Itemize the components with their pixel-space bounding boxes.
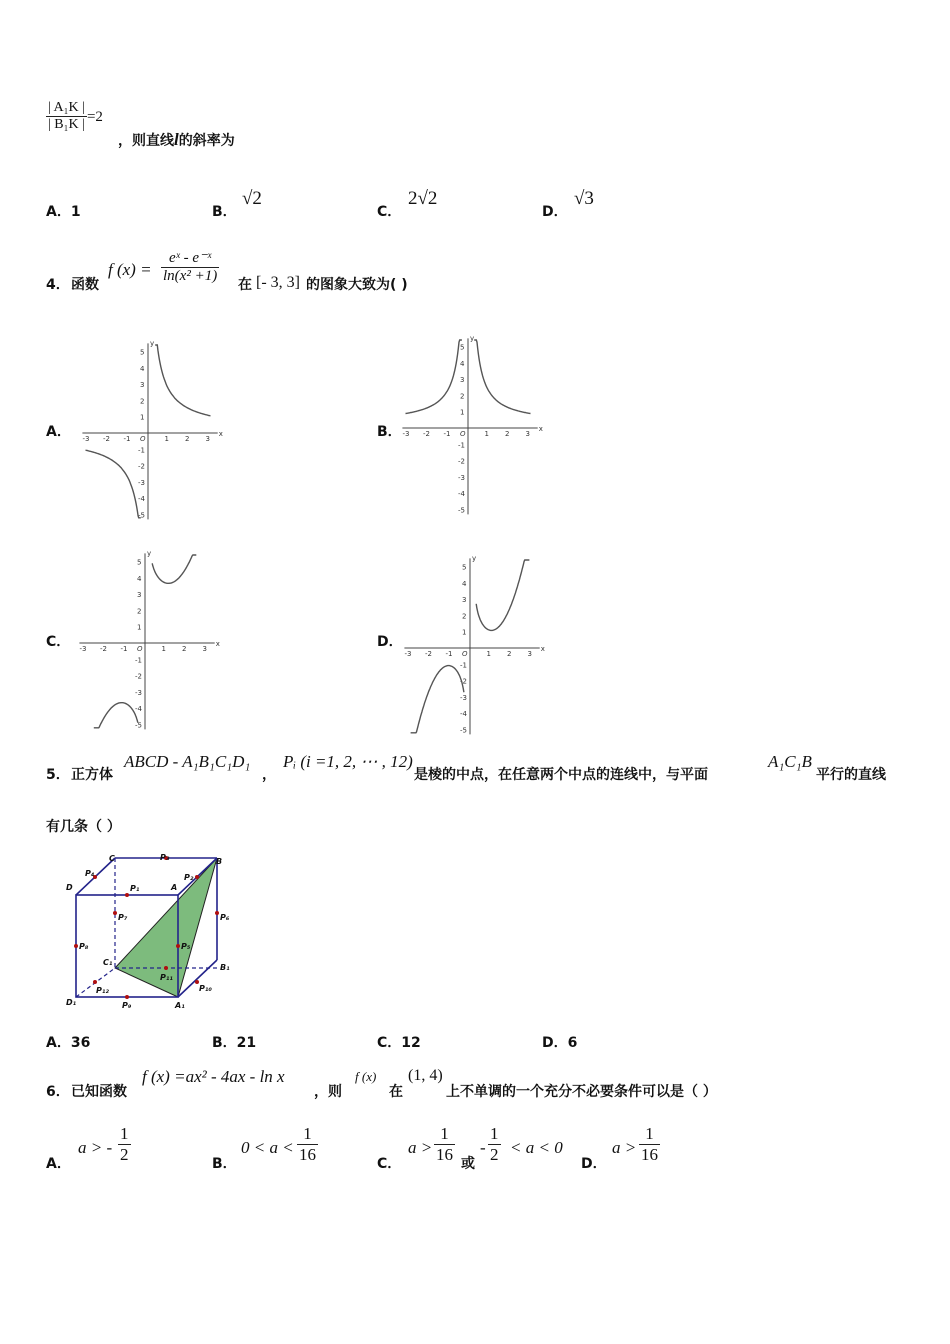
curve-left (86, 450, 141, 518)
q4-option-a-label[interactable]: A． (46, 424, 71, 440)
frac-den: 16 (299, 1145, 316, 1164)
q5-cube-figure (60, 850, 240, 1015)
q3-frac-den: | B₁K | (48, 117, 85, 132)
x-tick-label: -3 (82, 435, 90, 443)
q3-eq: =2 (86, 109, 103, 125)
x-axis-label: x (538, 425, 543, 433)
q6-text4: 上不单调的一个充分不必要条件可以是（ ） (446, 1084, 717, 1100)
x-axis-label: x (215, 640, 220, 648)
frac-num: 1 (120, 1124, 129, 1143)
q5-plane: A₁C₁B (768, 752, 812, 771)
y-tick-label: 1 (462, 628, 467, 637)
y-axis-label: y (150, 339, 155, 348)
y-tick-label: 4 (460, 359, 465, 368)
cube-label: P₄ (85, 869, 95, 878)
q5-option-a[interactable] (46, 1032, 90, 1052)
x-tick-label: -3 (402, 430, 410, 438)
q6-option-c-or: 或 (461, 1156, 475, 1172)
q4-option-d-label[interactable]: D． (377, 634, 403, 650)
q5-comma: ， (262, 767, 276, 783)
cube-label: D (66, 883, 73, 892)
x-axis-label: x (540, 645, 545, 653)
curve-left (94, 703, 138, 728)
y-tick-label: -2 (458, 457, 465, 466)
y-tick-label: 4 (140, 364, 145, 373)
q4-text3: 的图象大致为( ) (306, 277, 408, 293)
q3-ratio (46, 100, 103, 133)
cube-label: P₁₂ (96, 986, 109, 995)
q4-text1: 函数 (71, 277, 99, 293)
cube-label: B (216, 857, 223, 866)
cube-label: P₁ (130, 884, 140, 893)
y-axis-label: y (470, 334, 475, 343)
curve-right (152, 555, 196, 583)
q4-text2: 在 (238, 277, 252, 293)
frac-den: 16 (436, 1145, 453, 1164)
q5-points: Pᵢ (i =1, 2, ⋯ , 12) (283, 752, 413, 771)
x-axis-label: x (218, 430, 223, 438)
q6-option-d-label[interactable]: D． (581, 1156, 607, 1172)
y-tick-label: 5 (140, 348, 145, 357)
origin-label: O (460, 430, 466, 438)
q6-interval: (1, 4) (408, 1067, 443, 1084)
q3-option-d-label[interactable]: D． (542, 204, 568, 220)
q6-option-a-label[interactable]: A． (46, 1156, 71, 1172)
q6-number: 6． (46, 1084, 70, 1100)
y-tick-label: -3 (458, 473, 465, 482)
q6-text1: 已知函数 (71, 1084, 127, 1100)
y-tick-label: -2 (138, 462, 145, 471)
option-label: D． (542, 1035, 568, 1051)
q6-func: f (x) =ax² - 4ax - ln x (142, 1067, 285, 1086)
q6-option-c-lhs: a > (408, 1138, 433, 1157)
y-tick-label: -4 (135, 705, 142, 714)
q4-graph-a[interactable] (78, 335, 238, 520)
q3-text: ，则直线 (118, 133, 174, 149)
x-tick-label: -1 (123, 435, 131, 443)
y-tick-label: 3 (460, 376, 465, 385)
q3-option-c-value: 2√2 (408, 188, 438, 209)
x-tick-label: -2 (423, 430, 430, 438)
q5-text2: 是棱的中点，在任意两个中点的连线中，与平面 (414, 767, 708, 783)
y-tick-label: 2 (137, 607, 142, 616)
q4-graph-b[interactable] (398, 330, 558, 515)
option-label: A． (46, 1035, 71, 1051)
x-tick-label: 1 (161, 645, 166, 653)
cube-label: C₁ (103, 958, 113, 967)
q6-option-b-lhs: 0 < a < (241, 1138, 294, 1157)
curve-right (155, 345, 210, 416)
x-tick-label: -1 (443, 430, 451, 438)
graph-axes (402, 334, 542, 514)
option-value: 12 (401, 1035, 421, 1051)
y-tick-label: 3 (137, 591, 142, 600)
option-value: 21 (236, 1035, 257, 1051)
q5-option-b[interactable] (212, 1032, 256, 1052)
cube-label: P₁₁ (160, 973, 173, 982)
y-axis-label: y (147, 549, 152, 558)
q4-den: ln(x² +1) (163, 268, 218, 284)
q6-option-c-lhs2: - (480, 1138, 486, 1157)
q4-option-b-label[interactable]: B． (377, 424, 402, 440)
y-tick-label: -2 (135, 672, 142, 681)
y-tick-label: -3 (135, 688, 142, 697)
q5-cube: ABCD - A₁B₁C₁D₁ (124, 752, 251, 771)
q4-stem (46, 248, 926, 300)
y-tick-label: -1 (135, 656, 142, 665)
x-tick-label: -2 (425, 650, 432, 658)
x-tick-label: 2 (505, 430, 510, 438)
q3-question-text (118, 130, 235, 150)
q4-option-c-label[interactable]: C． (46, 634, 71, 650)
x-tick-label: 1 (164, 435, 169, 443)
y-tick-label: 3 (462, 596, 467, 605)
y-tick-label: 4 (462, 579, 467, 588)
q5-text1: 正方体 (71, 767, 113, 783)
y-tick-label: 1 (460, 408, 465, 417)
q3-option-c-label[interactable]: C． (377, 204, 402, 220)
cube-label: P₆ (220, 913, 230, 922)
y-tick-label: -4 (138, 495, 145, 504)
q4-fraction (161, 248, 219, 285)
frac-num: 1 (490, 1124, 499, 1143)
frac-den: 2 (490, 1145, 499, 1164)
y-tick-label: -5 (460, 726, 467, 735)
x-tick-label: -3 (404, 650, 412, 658)
curve-left (406, 340, 465, 414)
q5-option-d[interactable] (542, 1032, 577, 1052)
y-tick-label: 4 (137, 574, 142, 583)
q5-option-c[interactable] (377, 1032, 421, 1052)
cube-label: P₈ (79, 942, 89, 951)
y-tick-label: -4 (458, 490, 465, 499)
y-tick-label: -5 (135, 721, 142, 730)
q3-option-a[interactable] (46, 201, 81, 221)
q6-option-d-frac (639, 1124, 660, 1165)
origin-label: O (462, 650, 468, 658)
q6-stem (46, 1065, 926, 1101)
cube-label: P₅ (181, 942, 191, 951)
cube-label: C (109, 854, 115, 863)
cube-label: P₁₀ (199, 984, 212, 993)
option-value: 1 (70, 204, 81, 220)
option-value: 36 (70, 1035, 91, 1051)
x-tick-label: -2 (103, 435, 110, 443)
curve-right (476, 560, 529, 630)
graph-axes (404, 554, 544, 734)
q3-option-b-value: √2 (242, 188, 262, 209)
frac-num: 1 (297, 1124, 318, 1145)
q3-text2: 的斜率为 (178, 133, 235, 149)
x-tick-label: 2 (182, 645, 187, 653)
x-tick-label: 1 (486, 650, 491, 658)
y-tick-label: -3 (460, 693, 467, 702)
frac-den: 2 (120, 1145, 129, 1164)
y-tick-label: 5 (462, 563, 467, 572)
curve-left (411, 666, 464, 733)
y-tick-label: -5 (138, 511, 145, 520)
q6-options (46, 1124, 926, 1174)
y-tick-label: 5 (460, 343, 465, 352)
q6-text3: 在 (389, 1084, 403, 1100)
y-tick-label: -2 (460, 677, 467, 686)
y-tick-label: 3 (140, 381, 145, 390)
cube-label: P₇ (118, 913, 128, 922)
q6-option-d-lhs: a > (612, 1138, 637, 1157)
x-tick-label: 3 (202, 645, 207, 653)
q6-option-b-label[interactable]: B． (212, 1156, 237, 1172)
graph-axes (79, 549, 219, 729)
q3-frac-num: | A₁K | (48, 100, 85, 115)
y-tick-label: 2 (140, 397, 145, 406)
y-tick-label: 2 (462, 612, 467, 621)
q5-number: 5． (46, 767, 70, 783)
q6-option-a-lhs: a > - (78, 1138, 113, 1157)
y-tick-label: -1 (458, 441, 465, 450)
y-tick-label: 5 (137, 558, 142, 567)
q6-option-c-rhs2: < a < 0 (510, 1138, 563, 1157)
cube-label: P₃ (160, 853, 170, 862)
x-tick-label: 2 (507, 650, 512, 658)
curve-right (474, 340, 530, 414)
q6-option-c-frac (434, 1124, 455, 1165)
x-tick-label: -1 (445, 650, 453, 658)
y-tick-label: -3 (138, 478, 145, 487)
y-tick-label: 1 (140, 413, 145, 422)
q4-interval: [- 3, 3] (256, 274, 300, 291)
q5-stem-line1 (46, 748, 926, 782)
option-label: B． (212, 1035, 237, 1051)
y-tick-label: -5 (458, 506, 465, 515)
cube-label: P₂ (184, 873, 194, 882)
q6-option-c-frac2 (488, 1124, 501, 1165)
y-tick-label: -1 (138, 446, 145, 455)
y-axis-label: y (472, 554, 477, 563)
q4-func: f (x) = (108, 260, 152, 279)
option-label: A． (46, 204, 71, 220)
q3-var-l: l (174, 130, 179, 149)
q3-option-d-value: √3 (574, 188, 594, 209)
x-tick-label: -3 (79, 645, 87, 653)
x-tick-label: 3 (205, 435, 210, 443)
cube-label: A₁ (175, 1001, 185, 1010)
q5-text3: 平行的直线 (816, 767, 886, 783)
cube-label: A (171, 883, 178, 892)
x-tick-label: 3 (525, 430, 530, 438)
frac-num: 1 (639, 1124, 660, 1145)
q6-f: f (x) (355, 1069, 377, 1084)
q3-option-b-label[interactable]: B． (212, 204, 237, 220)
x-tick-label: 2 (185, 435, 190, 443)
y-tick-label: -4 (460, 710, 467, 719)
origin-label: O (137, 645, 143, 653)
frac-num: 1 (434, 1124, 455, 1145)
frac-den: 16 (641, 1145, 658, 1164)
q4-num: eˣ - e⁻ˣ (161, 248, 219, 268)
x-tick-label: 3 (527, 650, 532, 658)
x-tick-label: -1 (120, 645, 128, 653)
option-value: 6 (567, 1035, 578, 1051)
q6-text2: ，则 (314, 1084, 342, 1100)
y-tick-label: 2 (460, 392, 465, 401)
q6-option-a-frac (118, 1124, 131, 1165)
q4-graph-c[interactable] (75, 545, 235, 730)
cube-label: B₁ (220, 963, 230, 972)
x-tick-label: -2 (100, 645, 107, 653)
q5-options (46, 1032, 746, 1052)
cube-label: P₉ (122, 1001, 132, 1010)
q6-option-c-label[interactable]: C． (377, 1156, 402, 1172)
q6-option-b-frac (297, 1124, 318, 1165)
y-tick-label: 1 (137, 623, 142, 632)
cube-label: D₁ (66, 998, 77, 1007)
y-tick-label: -1 (460, 661, 467, 670)
origin-label: O (140, 435, 146, 443)
option-label: C． (377, 1035, 402, 1051)
x-tick-label: 1 (484, 430, 489, 438)
graph-axes (82, 339, 222, 519)
q4-graph-d[interactable] (400, 550, 560, 735)
q5-text4: 有几条（ ） (46, 819, 121, 835)
q4-number: 4． (46, 277, 70, 293)
